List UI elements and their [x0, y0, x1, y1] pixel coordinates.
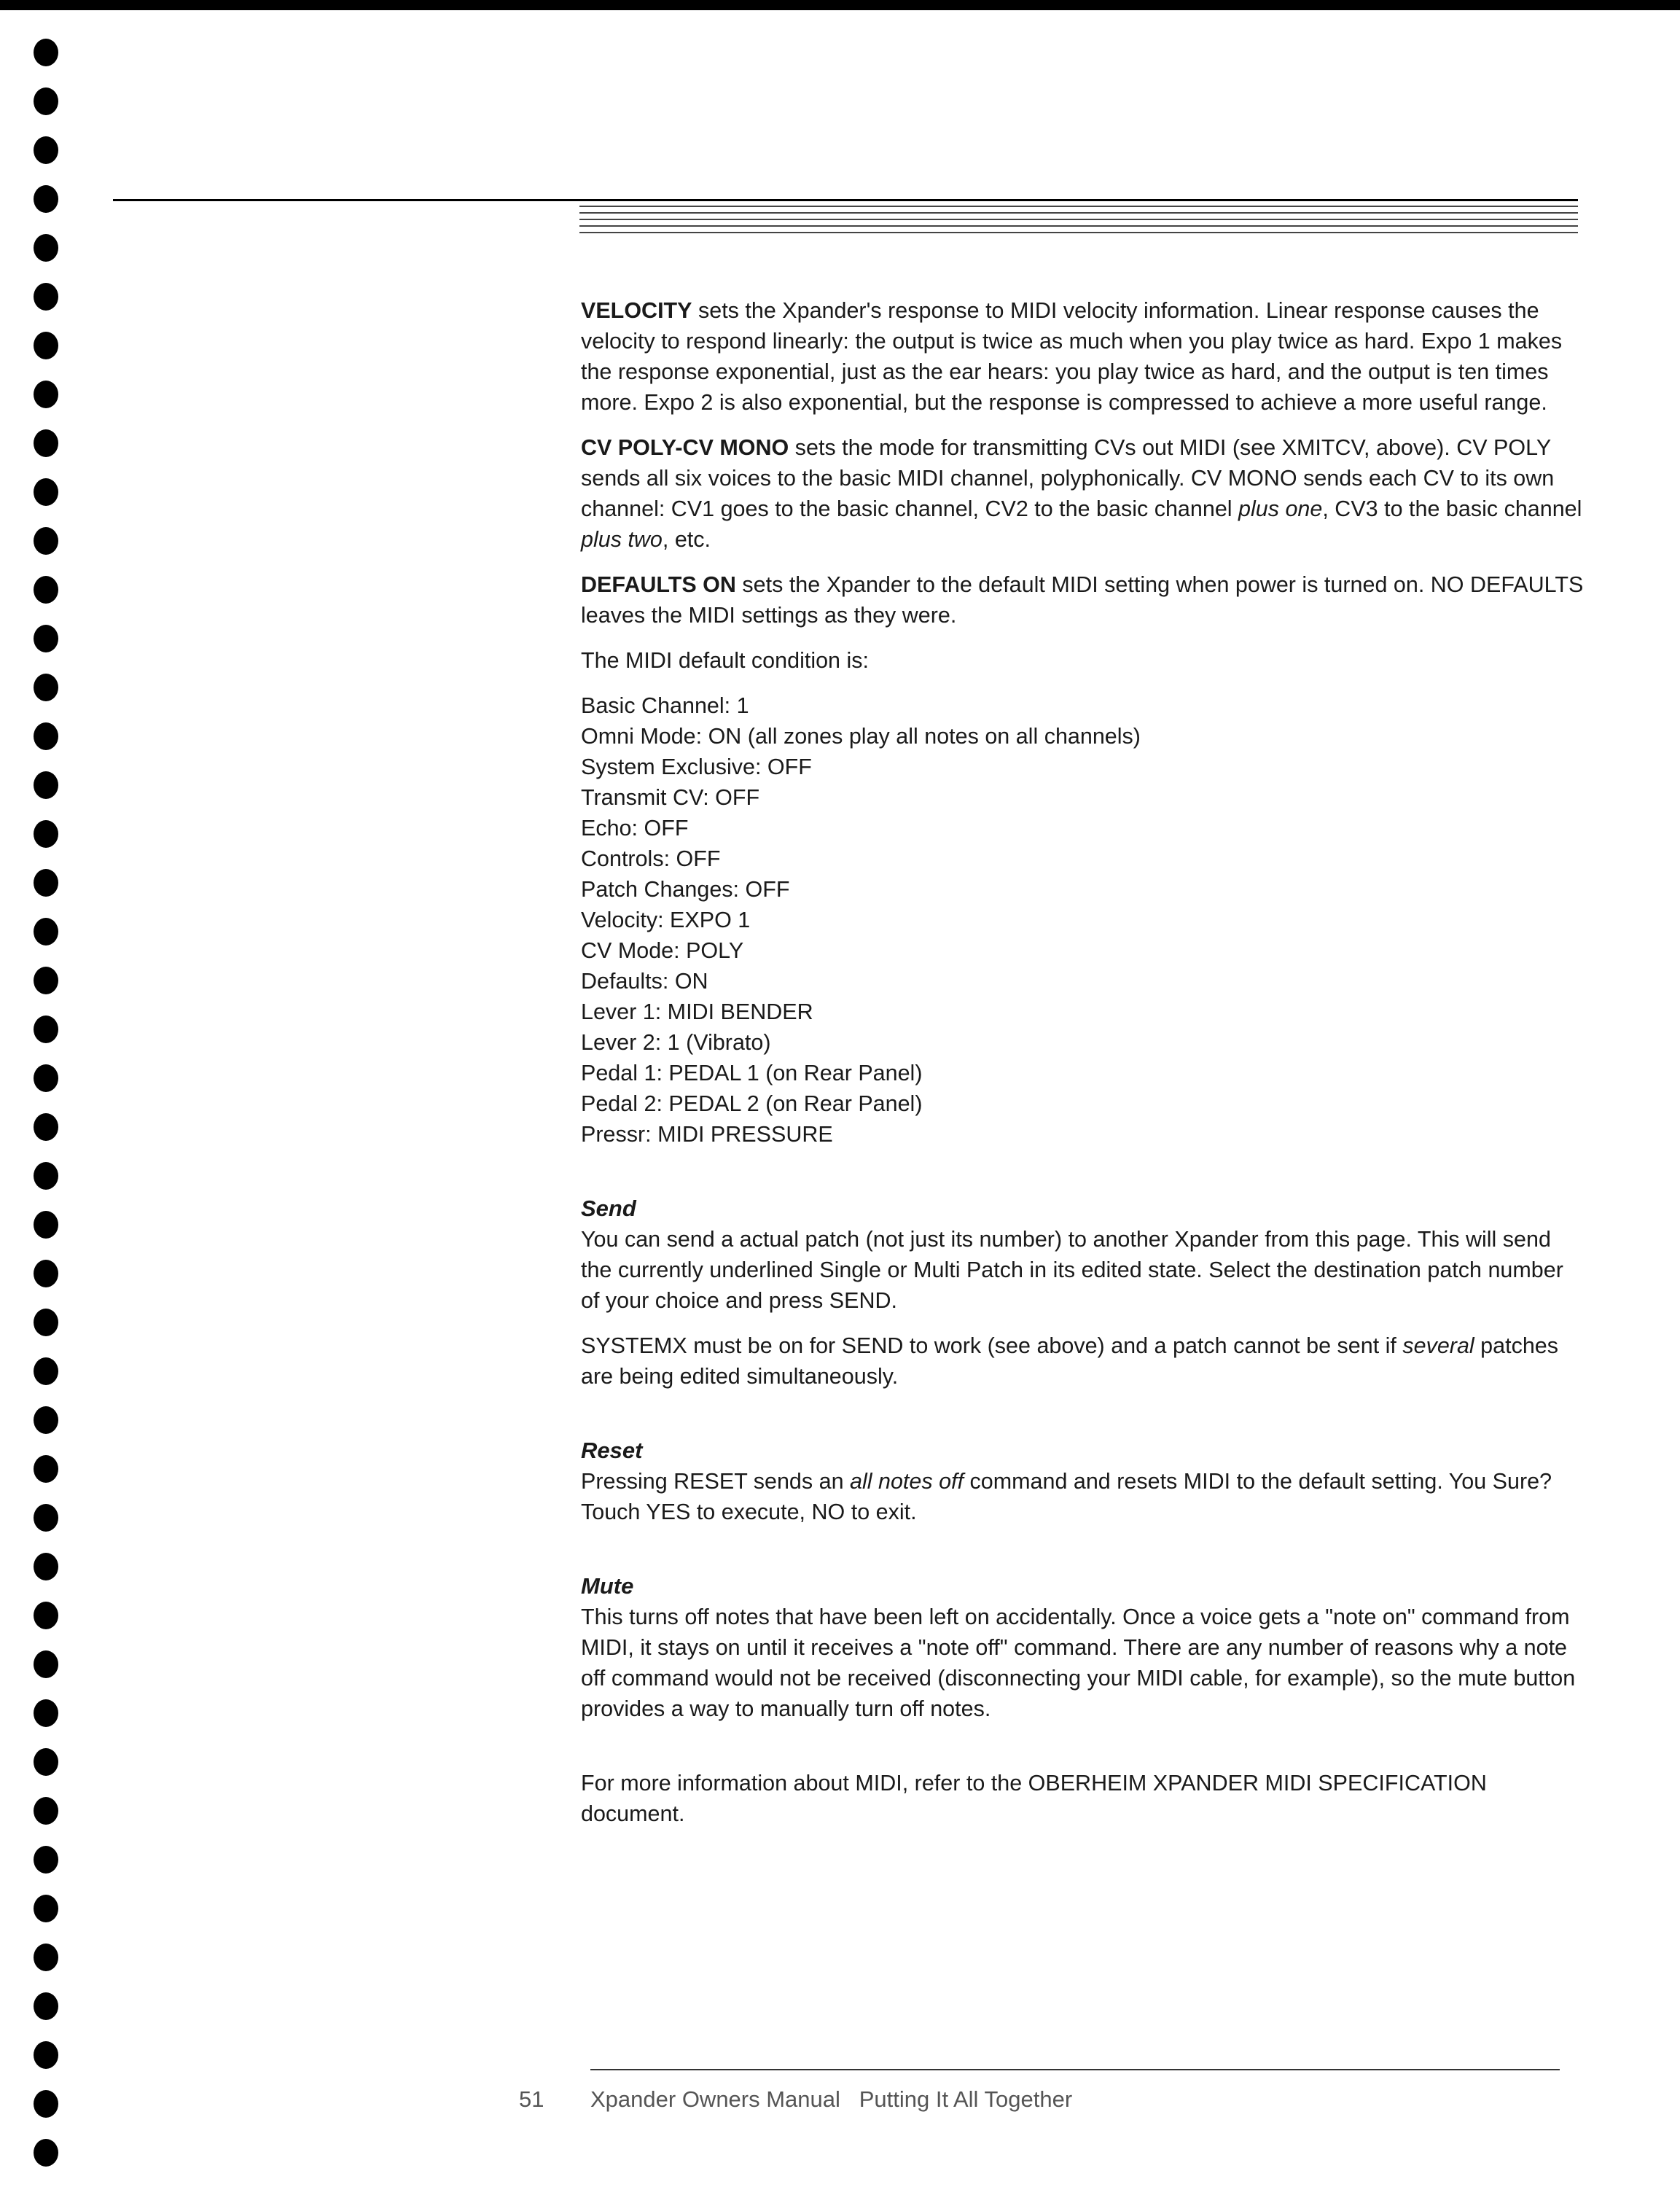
list-item: CV Mode: POLY [581, 938, 744, 963]
list-item: Defaults: ON [581, 969, 708, 994]
footer-title: Xpander Owners Manual Putting It All Together [590, 2086, 1073, 2112]
reset-text: Pressing RESET sends an [581, 1469, 851, 1494]
binder-punch-holes [0, 0, 87, 2187]
list-item: Patch Changes: OFF [581, 877, 790, 902]
punch-hole [34, 820, 58, 848]
punch-hole [34, 1944, 58, 1971]
list-item: Echo: OFF [581, 816, 689, 841]
punch-hole [34, 1357, 58, 1385]
reset-heading: Reset [581, 1438, 643, 1463]
header-rule-stack [579, 206, 1578, 207]
list-item: Pedal 1: PEDAL 1 (on Rear Panel) [581, 1061, 923, 1085]
header-rule-stack [579, 232, 1578, 233]
punch-hole [34, 1553, 58, 1580]
list-item: Lever 1: MIDI BENDER [581, 999, 813, 1024]
punch-hole [34, 771, 58, 799]
punch-hole [34, 1309, 58, 1336]
reset-paragraph [581, 1466, 1587, 1527]
cv-mode-text: , CV3 to the basic channel [1322, 496, 1582, 521]
cv-mode-text: sets the mode for transmitting CVs out MIDI (see XMITCV, above). CV POLY sends all six voices to the basic MIDI channel, polyphonically. CV MONO sends each CV to its own channel: CV1 goes to the basic channel, CV2 to the basic channel [581, 435, 1555, 521]
page-content [581, 295, 1587, 1844]
header-rule-stack [579, 219, 1578, 220]
cv-mode-emphasis: plus one [1238, 496, 1323, 521]
punch-hole [34, 2139, 58, 2167]
punch-hole [34, 1406, 58, 1434]
punch-hole [34, 1699, 58, 1727]
punch-hole [34, 2041, 58, 2069]
mute-paragraph: This turns off notes that have been left on accidentally. Once a voice gets a "note on" command from MIDI, it stays on until it receives a "note off" command. There are any number of reasons why a note off command would not be received (disconnecting your MIDI cable, for example), so the mute button provides a way to manually turn off notes. [581, 1605, 1576, 1721]
punch-hole [34, 869, 58, 897]
punch-hole [34, 918, 58, 946]
punch-hole [34, 1455, 58, 1483]
header-rule [113, 199, 1578, 201]
punch-hole [34, 1064, 58, 1092]
list-item: Velocity: EXPO 1 [581, 908, 751, 932]
punch-hole [34, 967, 58, 994]
punch-hole [34, 1895, 58, 1922]
punch-hole [34, 381, 58, 408]
list-item: Pressr: MIDI PRESSURE [581, 1122, 833, 1147]
list-item: Transmit CV: OFF [581, 785, 760, 810]
velocity-paragraph [581, 295, 1587, 418]
punch-hole [34, 1846, 58, 1874]
punch-hole [34, 1748, 58, 1776]
defaults-paragraph [581, 569, 1587, 631]
velocity-text: sets the Xpander's response to MIDI velocity information. Linear response causes the velocity to respond linearly: the output is twice as much when you play twice as hard. Expo 1 makes the response exponential, just as the ear hears: you play twice as hard, and the output is ten times more. Expo 2 is also exponential, but the response is compressed to achieve a more useful range. [581, 298, 1563, 415]
mute-heading: Mute [581, 1573, 634, 1599]
default-condition-intro: The MIDI default condition is: [581, 648, 869, 673]
closing-section [581, 1768, 1587, 1829]
punch-hole [34, 1602, 58, 1629]
cv-mode-term: CV POLY-CV MONO [581, 435, 789, 460]
punch-hole [34, 478, 58, 506]
punch-hole [34, 1992, 58, 2020]
footer-rule [590, 2069, 1560, 2070]
page-top-border [0, 0, 1680, 10]
defaults-text: sets the Xpander to the default MIDI setting when power is turned on. NO DEFAULTS leaves the MIDI settings as they were. [581, 572, 1584, 628]
cv-mode-text: , etc. [662, 527, 711, 552]
punch-hole [34, 674, 58, 701]
closing-paragraph: For more information about MIDI, refer to the OBERHEIM XPANDER MIDI SPECIFICATION document. [581, 1771, 1487, 1826]
send-paragraph: You can send a actual patch (not just its number) to another Xpander from this page. This will send the currently underlined Single or Multi Patch in its edited state. Select the destination patch number of your choice and press SEND. [581, 1227, 1563, 1313]
page-number: 51 [519, 2086, 544, 2112]
punch-hole [34, 1113, 58, 1141]
header-rule-stack [579, 212, 1578, 214]
punch-hole [34, 185, 58, 213]
reset-emphasis: all notes off [850, 1469, 964, 1494]
velocity-term: VELOCITY [581, 298, 692, 323]
list-item: Lever 2: 1 (Vibrato) [581, 1030, 771, 1055]
send-note-text: patches are being edited simultaneously. [581, 1333, 1559, 1389]
list-item: System Exclusive: OFF [581, 755, 812, 779]
punch-hole [34, 722, 58, 750]
punch-hole [34, 625, 58, 652]
punch-hole [34, 527, 58, 555]
punch-hole [34, 1211, 58, 1239]
punch-hole [34, 332, 58, 359]
punch-hole [34, 1504, 58, 1532]
punch-hole [34, 429, 58, 457]
list-item: Omni Mode: ON (all zones play all notes on all channels) [581, 724, 1141, 749]
reset-section [581, 1435, 1587, 1527]
punch-hole [34, 1797, 58, 1825]
list-item: Controls: OFF [581, 846, 721, 871]
send-note-emphasis: several [1402, 1333, 1474, 1358]
send-heading: Send [581, 1196, 636, 1221]
punch-hole [34, 87, 58, 115]
mute-section [581, 1571, 1587, 1724]
send-note [581, 1330, 1587, 1392]
defaults-term: DEFAULTS ON [581, 572, 736, 597]
send-section [581, 1193, 1587, 1392]
punch-hole [34, 283, 58, 311]
header-rule-stack [579, 225, 1578, 227]
reset-text: command and resets MIDI to the default setting. You Sure? Touch YES to execute, NO to exit. [581, 1469, 1552, 1524]
list-item: Basic Channel: 1 [581, 693, 749, 718]
default-settings-list [581, 690, 1587, 1150]
list-item: Pedal 2: PEDAL 2 (on Rear Panel) [581, 1091, 923, 1116]
punch-hole [34, 1650, 58, 1678]
cv-mode-emphasis: plus two [581, 527, 663, 552]
punch-hole [34, 2090, 58, 2118]
punch-hole [34, 1260, 58, 1287]
punch-hole [34, 1162, 58, 1190]
send-note-text: SYSTEMX must be on for SEND to work (see above) and a patch cannot be sent if [581, 1333, 1403, 1358]
punch-hole [34, 1015, 58, 1043]
punch-hole [34, 234, 58, 262]
punch-hole [34, 39, 58, 66]
punch-hole [34, 136, 58, 164]
cv-mode-paragraph [581, 432, 1587, 555]
punch-hole [34, 576, 58, 604]
